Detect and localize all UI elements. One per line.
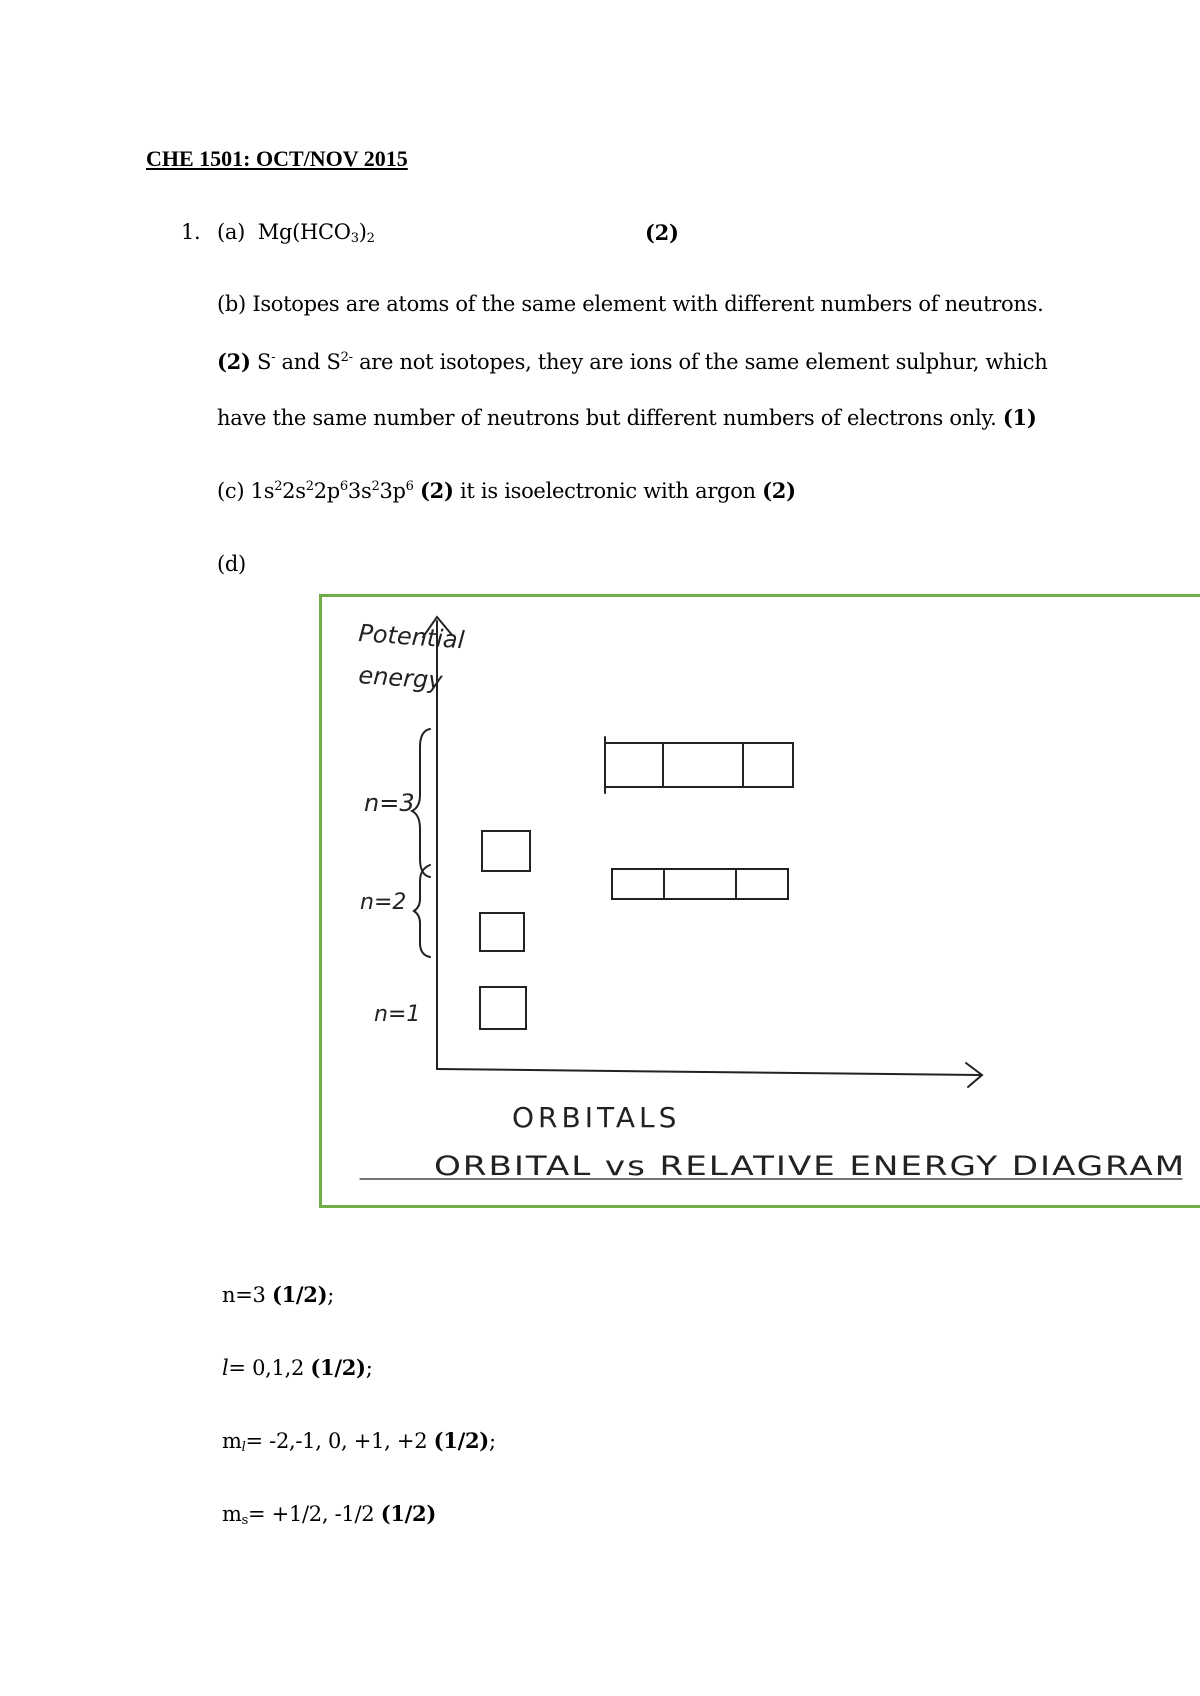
orbital-3p-2 — [663, 743, 743, 787]
question-number: 1. — [181, 220, 201, 244]
x-axis-label: ORBITALS — [512, 1101, 681, 1134]
part-b-line-3: have the same number of neutrons but different numbers of electrons only. (1) — [217, 405, 1037, 430]
level-label-n2: n=2 — [360, 890, 407, 915]
energy-diagram-figure — [319, 594, 1200, 1208]
part-c: (c) $1s^22s^22p^63s^23p^6$ (2) it is isoelectronic with argon (2) — [217, 478, 796, 503]
energy-diagram-svg — [322, 597, 1200, 1208]
orbital-2s — [480, 913, 524, 951]
answer-n: n=3 (1/2); — [222, 1282, 335, 1307]
part-b-line-2: (2) S- and $S^{2-}$ are not isotopes, they are ions of the same element sulphur, which — [217, 349, 1048, 374]
level-label-n1: n=1 — [374, 1002, 421, 1027]
diagram-caption: ORBITAL vs RELATIVE ENERGY DIAGRAM — [434, 1151, 1186, 1182]
orbital-1s — [480, 987, 526, 1029]
orbital-2p-2 — [664, 869, 736, 899]
electron-configuration: $1s^22s^22p^63s^23p^6$ — [250, 479, 414, 503]
y-axis-label-potential: Potential — [357, 619, 466, 655]
orbital-3s — [482, 831, 530, 871]
orbital-2p-1 — [612, 869, 664, 899]
page-title: CHE 1501: OCT/NOV 2015 — [146, 146, 408, 171]
orbital-3p-1 — [605, 743, 663, 787]
brace-n3 — [412, 729, 430, 877]
part-a-marks: (2) — [645, 220, 679, 245]
level-label-n3: n=3 — [364, 789, 415, 817]
y-axis-label-energy: energy — [357, 661, 444, 695]
x-axis — [437, 1069, 980, 1075]
answer-ms: $m_s= +1/2$, -1/2 (1/2) — [222, 1501, 436, 1528]
part-c-marks-2: (2) — [762, 478, 796, 503]
part-b-marks-2: (1) — [1002, 405, 1037, 430]
part-d-label: (d) — [217, 552, 246, 576]
orbital-3p-3 — [743, 743, 793, 787]
part-c-marks-1: (2) — [420, 478, 454, 503]
part-a-label: (a) — [217, 220, 246, 244]
answer-ml: $m_l= -2,-1$, 0, +1, +2 (1/2); — [222, 1428, 496, 1455]
part-a — [217, 220, 375, 244]
orbital-2p-3 — [736, 869, 788, 899]
part-a-formula: $Mg(HCO_3)_2$ — [257, 220, 375, 246]
answer-l: l= 0,1,2 (1/2); — [222, 1355, 373, 1380]
part-b-marks-1: (2) — [217, 349, 251, 374]
brace-n2 — [414, 865, 430, 957]
part-b-line-1: (b) Isotopes are atoms of the same element with different numbers of neutrons. — [217, 292, 1044, 316]
